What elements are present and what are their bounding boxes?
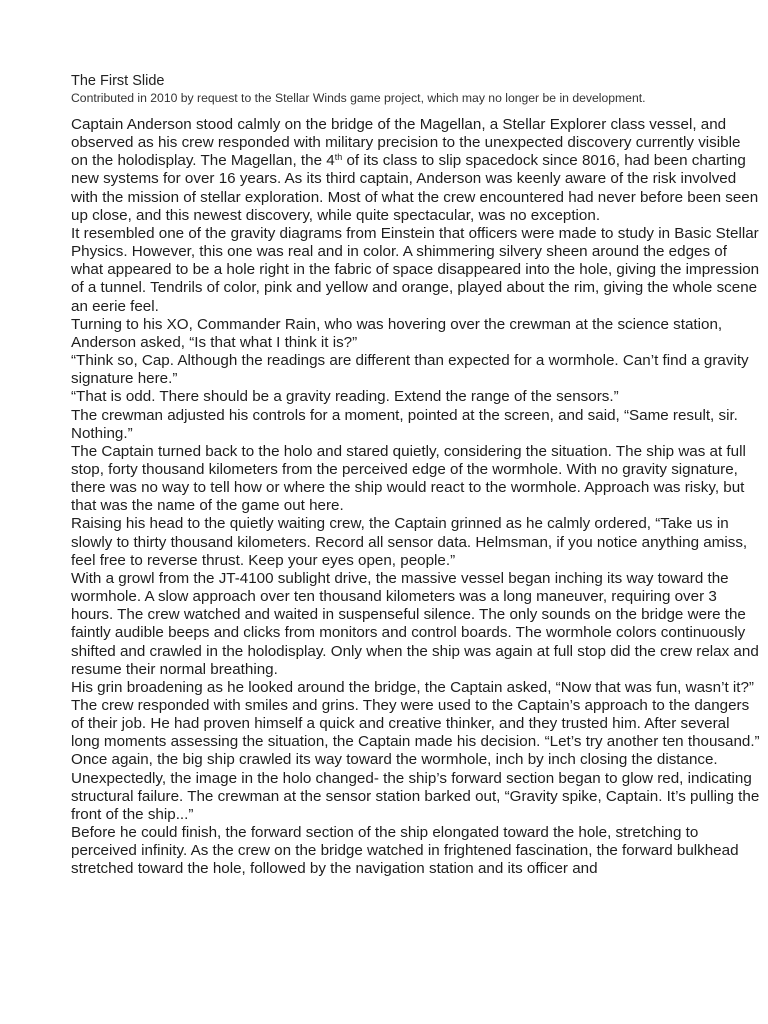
document-title: The First Slide [71,73,165,89]
paragraph: His grin broadening as he looked around the bridge, the Captain asked, “Now that was fun, wasn’t it?” [71,678,754,696]
paragraph: It resembled one of the gravity diagrams from Einstein that officers were made to study in Basic Stellar Physics. However, this one was real and in color. A shimmering silvery sheen around the edges of what appeared to be a hole right in the fabric of space disappeared into the hole, giving the impression of a tunnel. Tendrils of color, pink and yellow and orange, played about the rim, giving the whole scene an eerie feel. [71,224,760,315]
paragraph: The Captain turned back to the holo and stared quietly, considering the situation. The ship was at full stop, forty thousand kilometers from the perceived edge of the wormhole. With no gravity signature, there was no way to tell how or where the ship would react to the wormhole. Approach was risky, but that was the name of the game out here. [71,442,746,515]
paragraph: The crew responded with smiles and grins. They were used to the Captain’s approach to the dangers of their job. He had proven himself a quick and creative thinker, and they trusted him. After several long moments assessing the situation, the Captain made his decision. “Let’s try another ten thousand.” [71,697,760,751]
story-body [71,116,761,879]
paragraph [71,116,761,225]
paragraph: Before he could finish, the forward section of the ship elongated toward the hole, stretching to perceived infinity. As the crew on the bridge watched in frightened fascination, the forward bulkhead stretched toward the hole, followed by the navigation station and its officer and [71,824,739,878]
paragraph: “That is odd. There should be a gravity reading. Extend the range of the sensors.” [71,388,619,406]
paragraph: Turning to his XO, Commander Rain, who was hovering over the crewman at the science station, Anderson asked, “Is that what I think it is?” [71,315,723,351]
ordinal-suffix: th [334,152,343,163]
paragraph: “Think so, Cap. Although the readings are different than expected for a wormhole. Can’t find a gravity signature here.” [71,352,749,388]
document-page [71,72,761,879]
paragraph: Once again, the big ship crawled its way toward the wormhole, inch by inch closing the distance. Unexpectedly, the image in the holo changed- the ship’s forward section began to glow red, indicating structural failure. The crewman at the sensor station barked out, “Gravity spike, Captain. It’s pulling the front of the ship...” [71,751,760,823]
paragraph-text: Captain Anderson stood calmly on the bridge of the Magellan, a Stellar Explorer class vessel, and observed as his crew responded with military precision to the unexpected discovery currently visible on the holodisplay. The Magellan, the 4 [71,116,741,170]
paragraph-text: of its class to slip spacedock since 8016, had been charting new systems for over 16 years. As its third captain, Anderson was keenly aware of the risk involved with the mission of stellar exploration. Most of what the crew encountered had never before been seen up close, and this newest discovery, while quite spectacular, was no exception. [71,152,759,224]
document-subtitle: Contributed in 2010 by request to the Stellar Winds game project, which may no longer be in development. [71,91,646,105]
paragraph: The crewman adjusted his controls for a moment, pointed at the screen, and said, “Same result, sir. Nothing.” [71,406,738,442]
paragraph: With a growl from the JT-4100 sublight drive, the massive vessel began inching its way toward the wormhole. A slow approach over ten thousand kilometers was a long maneuver, requiring over 3 hours. The crew watched and waited in suspenseful silence. The only sounds on the bridge were the faintly audible beeps and clicks from monitors and control boards. The wormhole colors continuously shifted and crawled in the holodisplay. Only when the ship was again at full stop did the crew relax and resume their normal breathing. [71,569,759,678]
paragraph: Raising his head to the quietly waiting crew, the Captain grinned as he calmly ordered, “Take us in slowly to thirty thousand kilometers. Record all sensor data. Helmsman, if you notice anything amiss, feel free to reverse thrust. Keep your eyes open, people.” [71,515,748,569]
